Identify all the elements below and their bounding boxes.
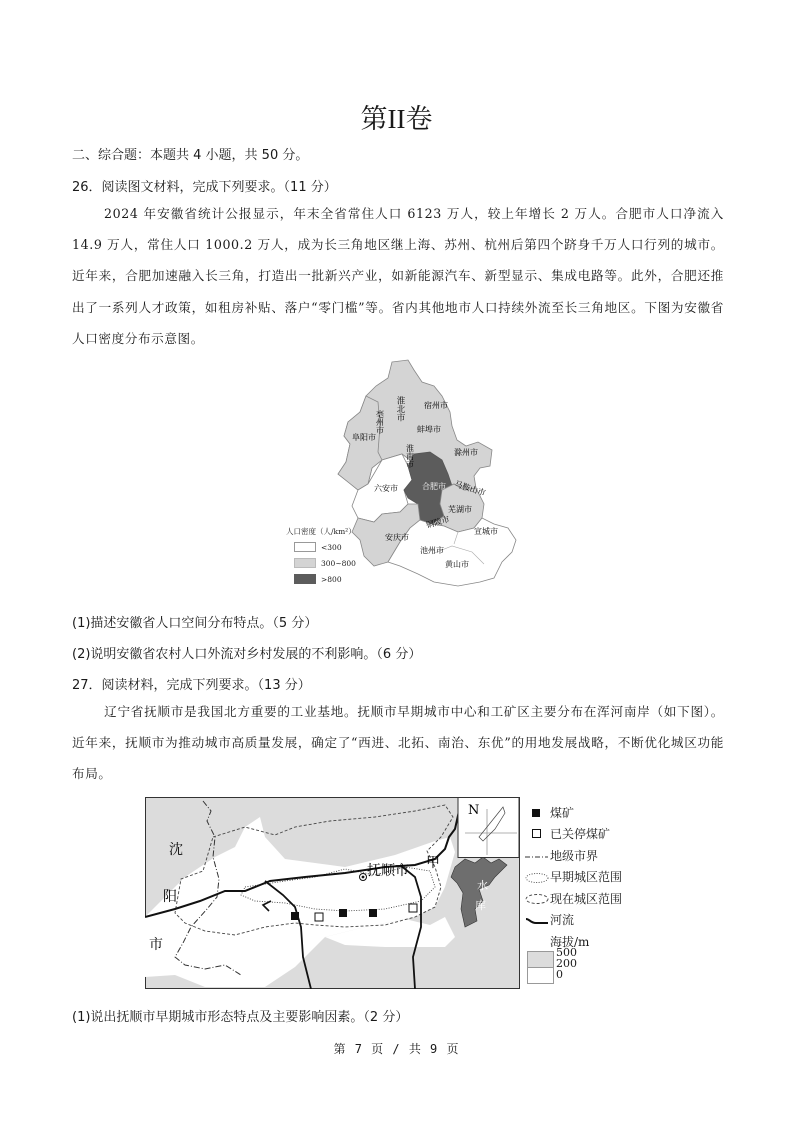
legend-item-boundary <box>524 846 622 867</box>
label-chizhou: 池州市 <box>420 546 444 555</box>
river-line-icon <box>524 916 550 926</box>
label-hefei: 合肥市 <box>422 482 446 491</box>
dashed-outline-icon <box>524 893 550 905</box>
elevation-tick: 0 <box>556 968 563 982</box>
label-huaibei: 淮北市 <box>395 396 405 422</box>
label-bengbu: 蚌埠市 <box>417 425 441 434</box>
q26-sub2: (2)说明安徽省农村人口外流对乡村发展的不利影响。（6 分） <box>72 647 422 662</box>
dotted-outline-icon <box>524 872 550 884</box>
section-title: 第II卷 <box>360 104 433 134</box>
legend-label: 地级市界 <box>550 848 599 863</box>
coal-mine-icon <box>291 912 299 920</box>
legend-item-high <box>294 574 356 584</box>
q26-header: 26．阅读图文材料，完成下列要求。（11 分） <box>72 180 337 195</box>
label-huangshan: 黄山市 <box>445 560 469 569</box>
elevation-tick: 500 <box>556 946 577 960</box>
legend-item-closed-mine <box>524 824 622 845</box>
filled-square-icon <box>532 809 540 817</box>
legend-label: 300~800 <box>321 558 356 568</box>
coal-mine-icon <box>369 909 377 917</box>
label-shi: 市 <box>149 937 163 953</box>
legend-item-mid <box>294 558 356 568</box>
page-footer: 第 7 页 / 共 9 页 <box>333 1042 460 1056</box>
label-shui: 水 <box>477 879 488 892</box>
label-wuhu: 芜湖市 <box>448 505 472 514</box>
coal-mine-icon <box>339 909 347 917</box>
dash-dot-line-icon <box>524 853 550 861</box>
label-fushun: 抚顺市 <box>367 863 409 879</box>
legend-title: 人口密度（人/km²） <box>286 527 356 536</box>
legend-item-early-city <box>524 867 622 888</box>
elevation-high-swatch <box>528 952 553 968</box>
legend-swatch-gray <box>294 558 316 568</box>
legend-item-current-city <box>524 889 622 910</box>
q26-material <box>72 198 724 354</box>
legend-item-river <box>524 910 622 931</box>
elevation-swatches <box>527 951 554 984</box>
legend-swatch-white <box>294 542 316 552</box>
density-legend <box>286 526 356 587</box>
label-tongling: 铜陵市 <box>425 514 451 530</box>
elevation-ticks <box>556 947 577 984</box>
label-fuyang: 阜阳市 <box>352 433 376 442</box>
label-huainan: 淮南市 <box>405 444 415 468</box>
fushun-legend <box>524 803 622 984</box>
label-ku: 库 <box>475 899 486 912</box>
legend-label: 早期城区范围 <box>550 870 623 885</box>
label-anqing: 安庆市 <box>385 533 409 542</box>
q27-sub1: (1)说出抚顺市早期城市形态特点及主要影响因素。（2 分） <box>72 1010 409 1025</box>
label-luan: 六安市 <box>374 484 398 493</box>
label-yang: 阳 <box>163 889 177 905</box>
elevation-tick: 200 <box>556 957 577 971</box>
legend-label: <300 <box>321 542 342 552</box>
north-label: N <box>468 803 480 818</box>
label-bozhou: 亳州市 <box>375 410 385 434</box>
q27-material-text: 辽宁省抚顺市是我国北方重要的工业基地。抚顺市早期城市中心和工矿区主要分布在浑河南岸（如下图）。近年来，抚顺市为推动城市高质量发展，确定了“西进、北拓、南治、东优”的用地发展战略，不断优化城区功能布局。 <box>72 704 724 782</box>
closed-coal-mine-icon <box>315 913 323 921</box>
legend-item-low <box>294 542 356 552</box>
legend-label: >800 <box>321 574 342 584</box>
label-shen: 沈 <box>169 842 183 858</box>
elevation-low-swatch <box>528 968 553 983</box>
legend-label: 现在城区范围 <box>550 891 623 906</box>
fushun-map <box>145 797 520 989</box>
q27-material <box>72 696 724 790</box>
q26-sub1: (1)描述安徽省人口空间分布特点。（5 分） <box>72 616 318 631</box>
q27-header: 27．阅读材料，完成下列要求。（13 分） <box>72 678 311 693</box>
label-maanshan: 马鞍山市 <box>453 479 487 498</box>
elevation-title: 海拔/m <box>550 935 590 950</box>
part-heading: 二、综合题：本题共 4 小题，共 50 分。 <box>72 148 309 163</box>
closed-coal-mine-icon <box>409 904 417 912</box>
label-xuancheng: 宣城市 <box>474 527 498 536</box>
legend-item-coal-mine <box>524 803 622 824</box>
hollow-square-icon <box>532 829 541 838</box>
label-chuzhou: 滁州市 <box>454 448 478 457</box>
label-suzhou: 宿州市 <box>424 401 448 410</box>
legend-swatch-dark <box>294 574 316 584</box>
label-jia: 甲 <box>426 855 440 871</box>
legend-label: 河流 <box>550 913 575 928</box>
elevation-scale <box>527 946 622 984</box>
legend-label: 已关停煤矿 <box>550 827 611 842</box>
legend-label: 煤矿 <box>550 806 575 820</box>
q26-material-text: 2024 年安徽省统计公报显示，年末全省常住人口 6123 万人，较上年增长 2 万人。合肥市人口净流入 14.9 万人，常住人口 1000.2 万人，成为长三角地区继上海、苏州、杭州后第四个跻身千万人口行列的城市。近年来，合肥加速融入长三角，打造出一批新兴产业，如新能源汽车、新型显示、集成电路等。此外，合肥还推出了一系列人才政策，如租房补贴、落户“零门槛”等。省内其他地市人口持续外流至长三角地区。下图为安徽省人口密度分布示意图。 <box>72 206 724 346</box>
